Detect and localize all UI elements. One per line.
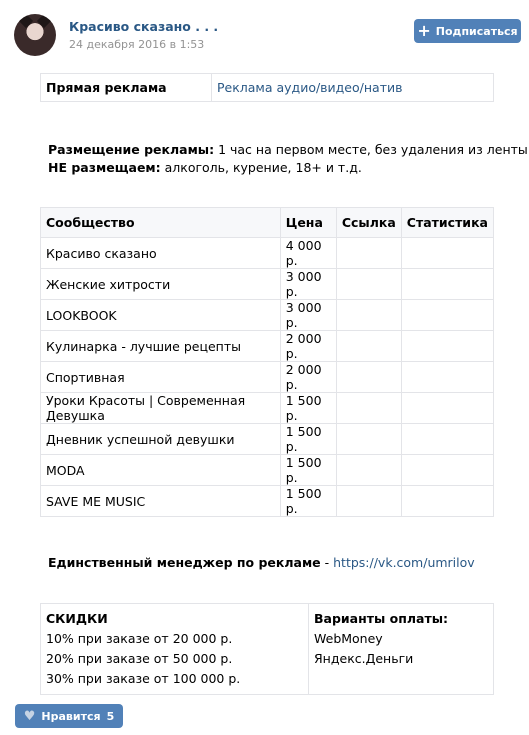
community-stats-cell: [401, 362, 493, 393]
community-price: 2 000 р.: [280, 331, 336, 362]
ad-type-row: [41, 74, 494, 102]
community-price: 4 000 р.: [280, 238, 336, 269]
manager-separator: -: [320, 555, 334, 570]
community-stats-cell: [401, 331, 493, 362]
community-link-cell: [336, 300, 401, 331]
discount-item: 20% при заказе от 50 000 р.: [46, 651, 233, 666]
discounts-payment-table: [40, 603, 494, 695]
exclude-line: [48, 159, 528, 177]
post-author[interactable]: Красиво сказано . . .: [69, 19, 219, 34]
community-stats-cell: [401, 424, 493, 455]
community-link-cell: [336, 424, 401, 455]
discount-item: 30% при заказе от 100 000 р.: [46, 671, 241, 686]
price-table: [40, 207, 494, 517]
table-row: [41, 238, 494, 269]
table-row: [41, 424, 494, 455]
community-name: Красиво сказано: [41, 238, 281, 269]
payment-cell: [309, 604, 494, 695]
community-link-cell: [336, 269, 401, 300]
community-link-cell: [336, 486, 401, 517]
ad-type-label: Прямая реклама: [41, 74, 212, 102]
table-row: [41, 331, 494, 362]
community-stats-cell: [401, 486, 493, 517]
discount-item: 10% при заказе от 20 000 р.: [46, 631, 233, 646]
table-row: [41, 393, 494, 424]
payment-item: Яндекс.Деньги: [314, 651, 414, 666]
discounts-payment-row: [41, 604, 494, 695]
community-name: Спортивная: [41, 362, 281, 393]
community-name: Уроки Красоты | Современная Девушка: [41, 393, 281, 424]
discounts-cell: [41, 604, 309, 695]
community-name: Дневник успешной девушки: [41, 424, 281, 455]
community-stats-cell: [401, 393, 493, 424]
community-stats-cell: [401, 300, 493, 331]
manager-line: [48, 555, 475, 570]
header-link: Ссылка: [336, 208, 401, 238]
community-name: SAVE ME MUSIC: [41, 486, 281, 517]
community-stats-cell: [401, 238, 493, 269]
subscribe-button[interactable]: [414, 19, 521, 43]
community-price: 3 000 р.: [280, 269, 336, 300]
community-link-cell: [336, 362, 401, 393]
like-button[interactable]: [15, 704, 123, 728]
exclude-label: НЕ размещаем:: [48, 160, 161, 175]
community-stats-cell: [401, 455, 493, 486]
community-stats-cell: [401, 269, 493, 300]
plus-icon: +: [417, 21, 431, 40]
community-name: Кулинарка - лучшие рецепты: [41, 331, 281, 362]
placement-text: 1 час на первом месте, без удаления из ленты: [214, 142, 528, 157]
placement-info: [48, 141, 528, 177]
table-row: [41, 486, 494, 517]
community-name: Женские хитрости: [41, 269, 281, 300]
community-price: 3 000 р.: [280, 300, 336, 331]
post-date[interactable]: 24 декабря 2016 в 1:53: [69, 38, 205, 51]
placement-line: [48, 141, 528, 159]
like-label: Нравится: [41, 709, 101, 723]
cat-ear-icon: [19, 14, 33, 28]
manager-label: Единственный менеджер по рекламе: [48, 555, 321, 570]
table-row: [41, 455, 494, 486]
price-table-header: [41, 208, 494, 238]
community-price: 2 000 р.: [280, 362, 336, 393]
author-avatar[interactable]: [14, 14, 56, 56]
ad-type-link[interactable]: Реклама аудио/видео/натив: [212, 74, 494, 102]
table-row: [41, 269, 494, 300]
exclude-text: алкоголь, курение, 18+ и т.д.: [160, 160, 362, 175]
discounts-title: СКИДКИ: [46, 611, 108, 626]
placement-label: Размещение рекламы:: [48, 142, 215, 157]
header-stats: Статистика: [401, 208, 493, 238]
community-price: 1 500 р.: [280, 393, 336, 424]
community-price: 1 500 р.: [280, 424, 336, 455]
community-name: MODA: [41, 455, 281, 486]
like-count: 5: [106, 709, 115, 723]
community-link-cell: [336, 455, 401, 486]
community-price: 1 500 р.: [280, 486, 336, 517]
header-price: Цена: [280, 208, 336, 238]
community-link-cell: [336, 238, 401, 269]
table-row: [41, 362, 494, 393]
header-community: Сообщество: [41, 208, 281, 238]
community-link-cell: [336, 331, 401, 362]
heart-icon: ♥: [23, 708, 36, 724]
ad-type-table: [40, 73, 494, 102]
community-name: LOOKBOOK: [41, 300, 281, 331]
community-price: 1 500 р.: [280, 455, 336, 486]
subscribe-label: Подписаться: [435, 24, 518, 38]
payment-title: Варианты оплаты:: [314, 611, 449, 626]
cat-ear-icon: [37, 14, 51, 28]
table-row: [41, 300, 494, 331]
manager-link[interactable]: https://vk.com/umrilov: [333, 555, 475, 570]
community-link-cell: [336, 393, 401, 424]
payment-item: WebMoney: [314, 631, 383, 646]
